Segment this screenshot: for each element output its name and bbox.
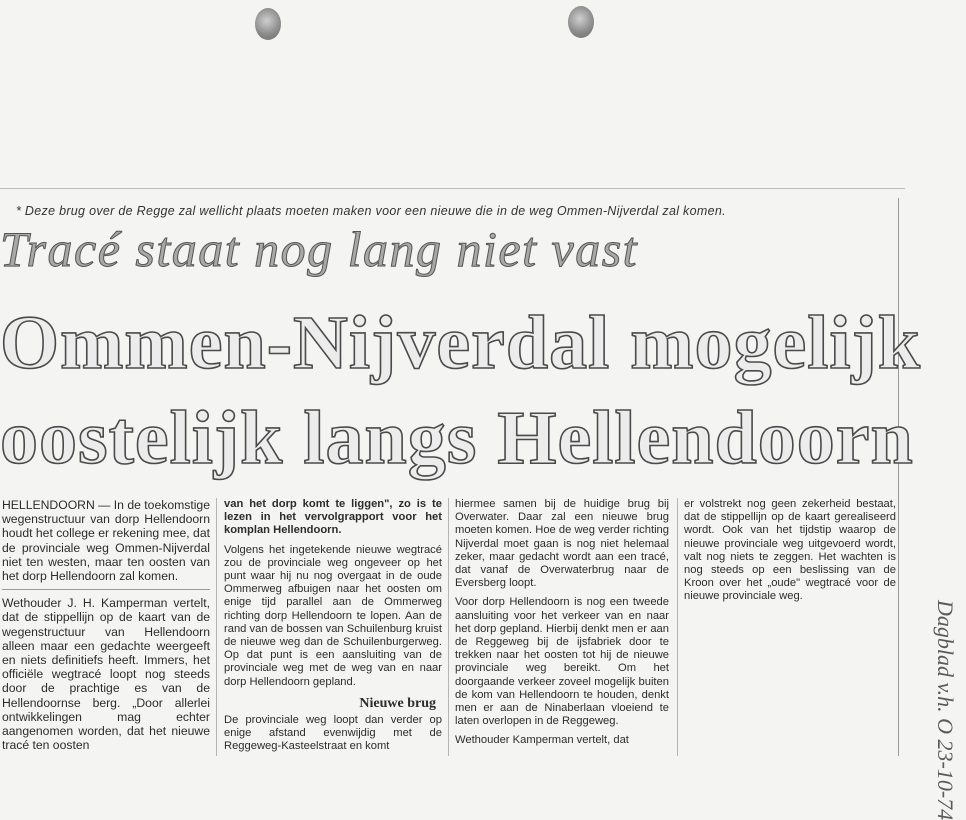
article-column-2 (224, 498, 442, 756)
body-paragraph: De provinciale weg loopt dan verder op enige afstand evenwijdig met de Reggeweg-Kasteelstraat en komt (224, 714, 442, 753)
punch-hole (255, 8, 281, 40)
punch-hole (568, 6, 594, 38)
article-column-3 (455, 498, 669, 756)
body-paragraph: er volstrekt nog geen zekerheid bestaat, dat de stippellijn op de kaart gerealiseerd wordt. Ook van het tijdstip waarop de nieuwe provinciale weg uitgevoerd wordt, valt nog niets te zeggen. Het wachten is nog steeds op een beslissing van de Kroon over het „oude" wegtracé voor de nieuwe provinciale weg. (684, 498, 896, 603)
divider (2, 589, 210, 590)
kicker-headline: Tracé staat nog lang niet vast (0, 221, 639, 277)
body-paragraph: Wethouder J. H. Kamperman vertelt, dat de stippellijn op de kaart van de wegenstructuur van Hellendoorn alleen maar een gedachte weergeeft en niets definitiefs heeft. Immers, het officiële wegtracé loopt nog steeds door de prachtige es van de Hellendoornse berg. „Door allerlei ontwikkelingen mag echter aangenomen worden, dat het nieuwe tracé ten oosten (2, 596, 210, 753)
lead-paragraph: HELLENDOORN — In de toekomstige wegenstructuur van dorp Hellendoorn houdt het college er rekening mee, dat de provinciale weg Ommen-Nijverdal niet ten westen, maar ten oosten van het dorp Hellendoorn zal komen. (2, 498, 210, 584)
subheading: Nieuwe brug (359, 695, 436, 711)
main-headline-line-1: Ommen-Nijverdal mogelijk (0, 301, 922, 385)
article-column-4 (684, 498, 896, 628)
column-divider (448, 498, 449, 756)
clipping-edge (0, 188, 905, 189)
article-column-1 (2, 498, 210, 756)
column-divider (677, 498, 678, 756)
photo-caption: * Deze brug over de Regge zal wellicht plaats moeten maken voor een nieuwe die in de weg Ommen-Nijverdal zal komen. (16, 204, 726, 218)
column-divider (216, 498, 217, 756)
body-paragraph: Wethouder Kamperman vertelt, dat (455, 734, 629, 747)
body-paragraph: hiermee samen bij de huidige brug bij Overwater. Daar zal een nieuwe brug moeten komen. Hoe de weg verder richting Nijverdal moet gaan is nog niet helemaal zeker, maar gedacht wordt aan een tracé, dat vanaf de Overwaterbrug naar de Eversberg loopt. (455, 498, 669, 590)
intro-paragraph: van het dorp komt te liggen", zo is te lezen in het vervolgrapport voor het komplan Hellendoorn. (224, 498, 442, 537)
main-headline-line-2: oostelijk langs Hellendoorn (0, 396, 914, 480)
handwritten-source-note: Dagblad v.h. O 23-10-74 (933, 600, 958, 820)
body-paragraph: Volgens het ingetekende nieuwe wegtracé zou de provinciale weg ongeveer op het punt waar hij nu nog overgaat in de oude Ommerweg afbuigen naar het oosten om enige tijd parallel aan de Ommerweg richting dorp Hellendoorn te lopen. Aan de rand van de bossen van Schuilenburg kruist de nieuwe weg dan de Schuilenburgerweg. Op dat punt is een aansluiting van de provinciale weg met de weg van en naar dorp Hellendoorn gepland. (224, 543, 442, 688)
body-paragraph: Voor dorp Hellendoorn is nog een tweede aansluiting voor het verkeer van en naar het dorp gepland. Hierbij denkt men er aan de Reggeweg bij de ijsfabriek door te trekken naar het oosten tot hij de nieuwe provinciale weg bereikt. Om het doorgaande verkeer zoveel mogelijk buiten de kom van Hellendoorn te houden, denkt men er aan de Ninaberlaan vloeiend te laten overlopen in de Reggeweg. (455, 596, 669, 728)
